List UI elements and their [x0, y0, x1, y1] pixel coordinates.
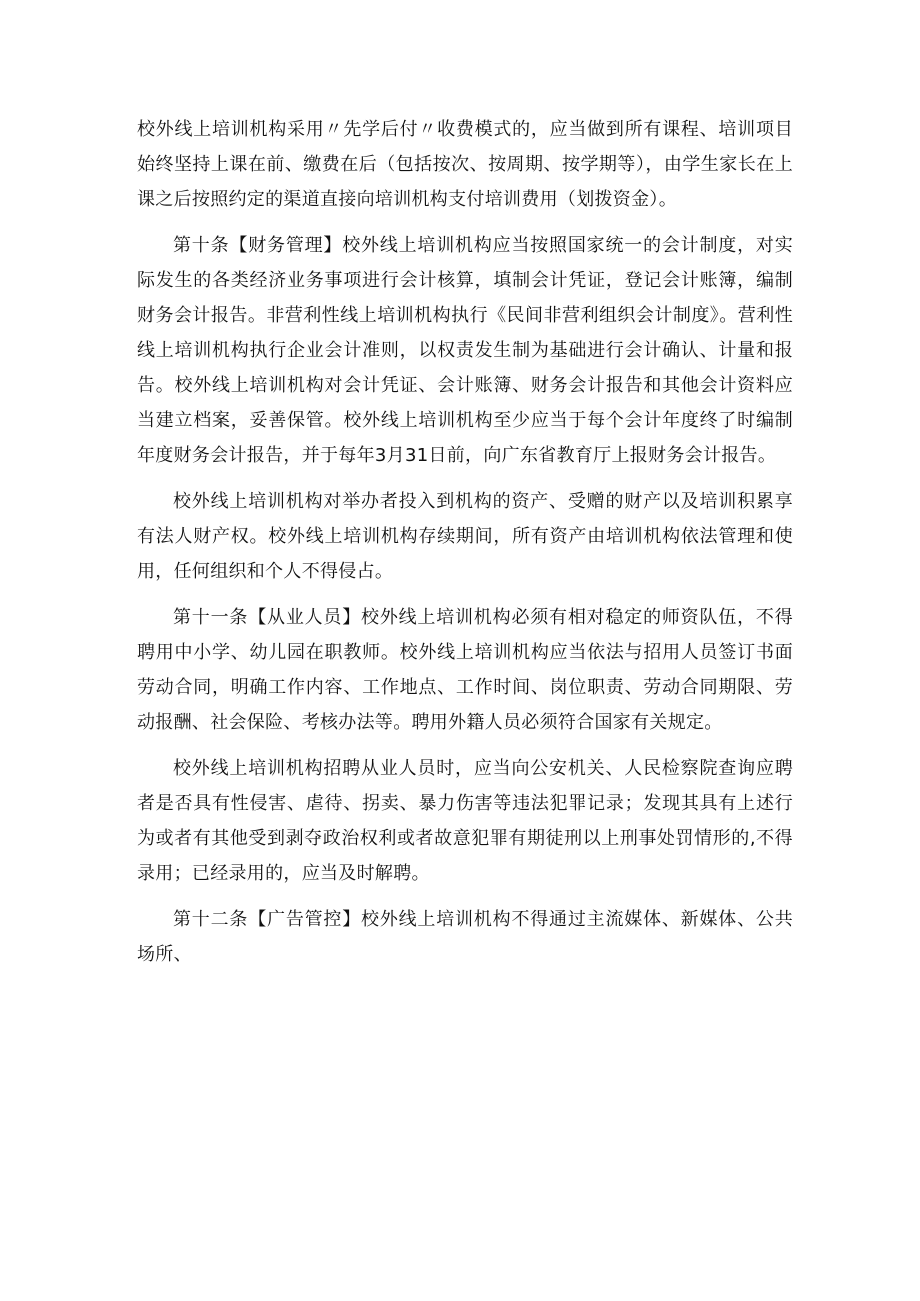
paragraph-payment-mode: 校外线上培训机构采用〃先学后付〃收费模式的，应当做到所有课程、培训项目始终坚持上课在前、缴费在后（包括按次、按周期、按学期等），由学生家长在上课之后按照约定的渠道直接向培训机构支付培训费用（划拨资金）。	[137, 119, 793, 210]
paragraph-property-rights: 校外线上培训机构对举办者投入到机构的资产、受赠的财产以及培训积累享有法人财产权。校外线上培训机构存续期间，所有资产由培训机构依法管理和使用，任何组织和个人不得侵占。	[137, 491, 793, 582]
paragraph-article-10-financial-management: 第十条【财务管理】校外线上培训机构应当按照国家统一的会计制度，对实际发生的各类经济业务事项进行会计核算，填制会计凭证，登记会计账簿，编制财务会计报告。非营利性线上培训机构执行《民间非营利组织会计制度》。营利性线上培训机构执行企业会计准则，以权责发生制为基础进行会计确认、计量和报告。校外线上培训机构对会计凭证、会计账簿、财务会计报告和其他会计资料应当建立档案，妥善保管。校外线上培训机构至少应当于每个会计年度终了时编制年度财务会计报告，并于每年3月31日前，向广东省教育厅上报财务会计报告。	[137, 235, 793, 466]
paragraph-article-12-advertising: 第十二条【广告管控】校外线上培训机构不得通过主流媒体、新媒体、公共场所、	[137, 909, 793, 965]
paragraph-article-11-staff: 第十一条【从业人员】校外线上培训机构必须有相对稳定的师资队伍，不得聘用中小学、幼儿园在职教师。校外线上培训机构应当依法与招用人员签订书面劳动合同，明确工作内容、工作地点、工作时间、岗位职责、劳动合同期限、劳动报酬、社会保险、考核办法等。聘用外籍人员必须符合国家有关规定。	[137, 607, 793, 733]
paragraph-staff-background-check: 校外线上培训机构招聘从业人员时，应当向公安机关、人民检察院查询应聘者是否具有性侵害、虐待、拐卖、暴力伤害等违法犯罪记录；发现其具有上述行为或者有其他受到剥夺政治权利或者故意犯罪有期徒刑以上刑事处罚情形的,不得录用；已经录用的，应当及时解聘。	[137, 758, 793, 884]
document-page	[137, 112, 793, 972]
